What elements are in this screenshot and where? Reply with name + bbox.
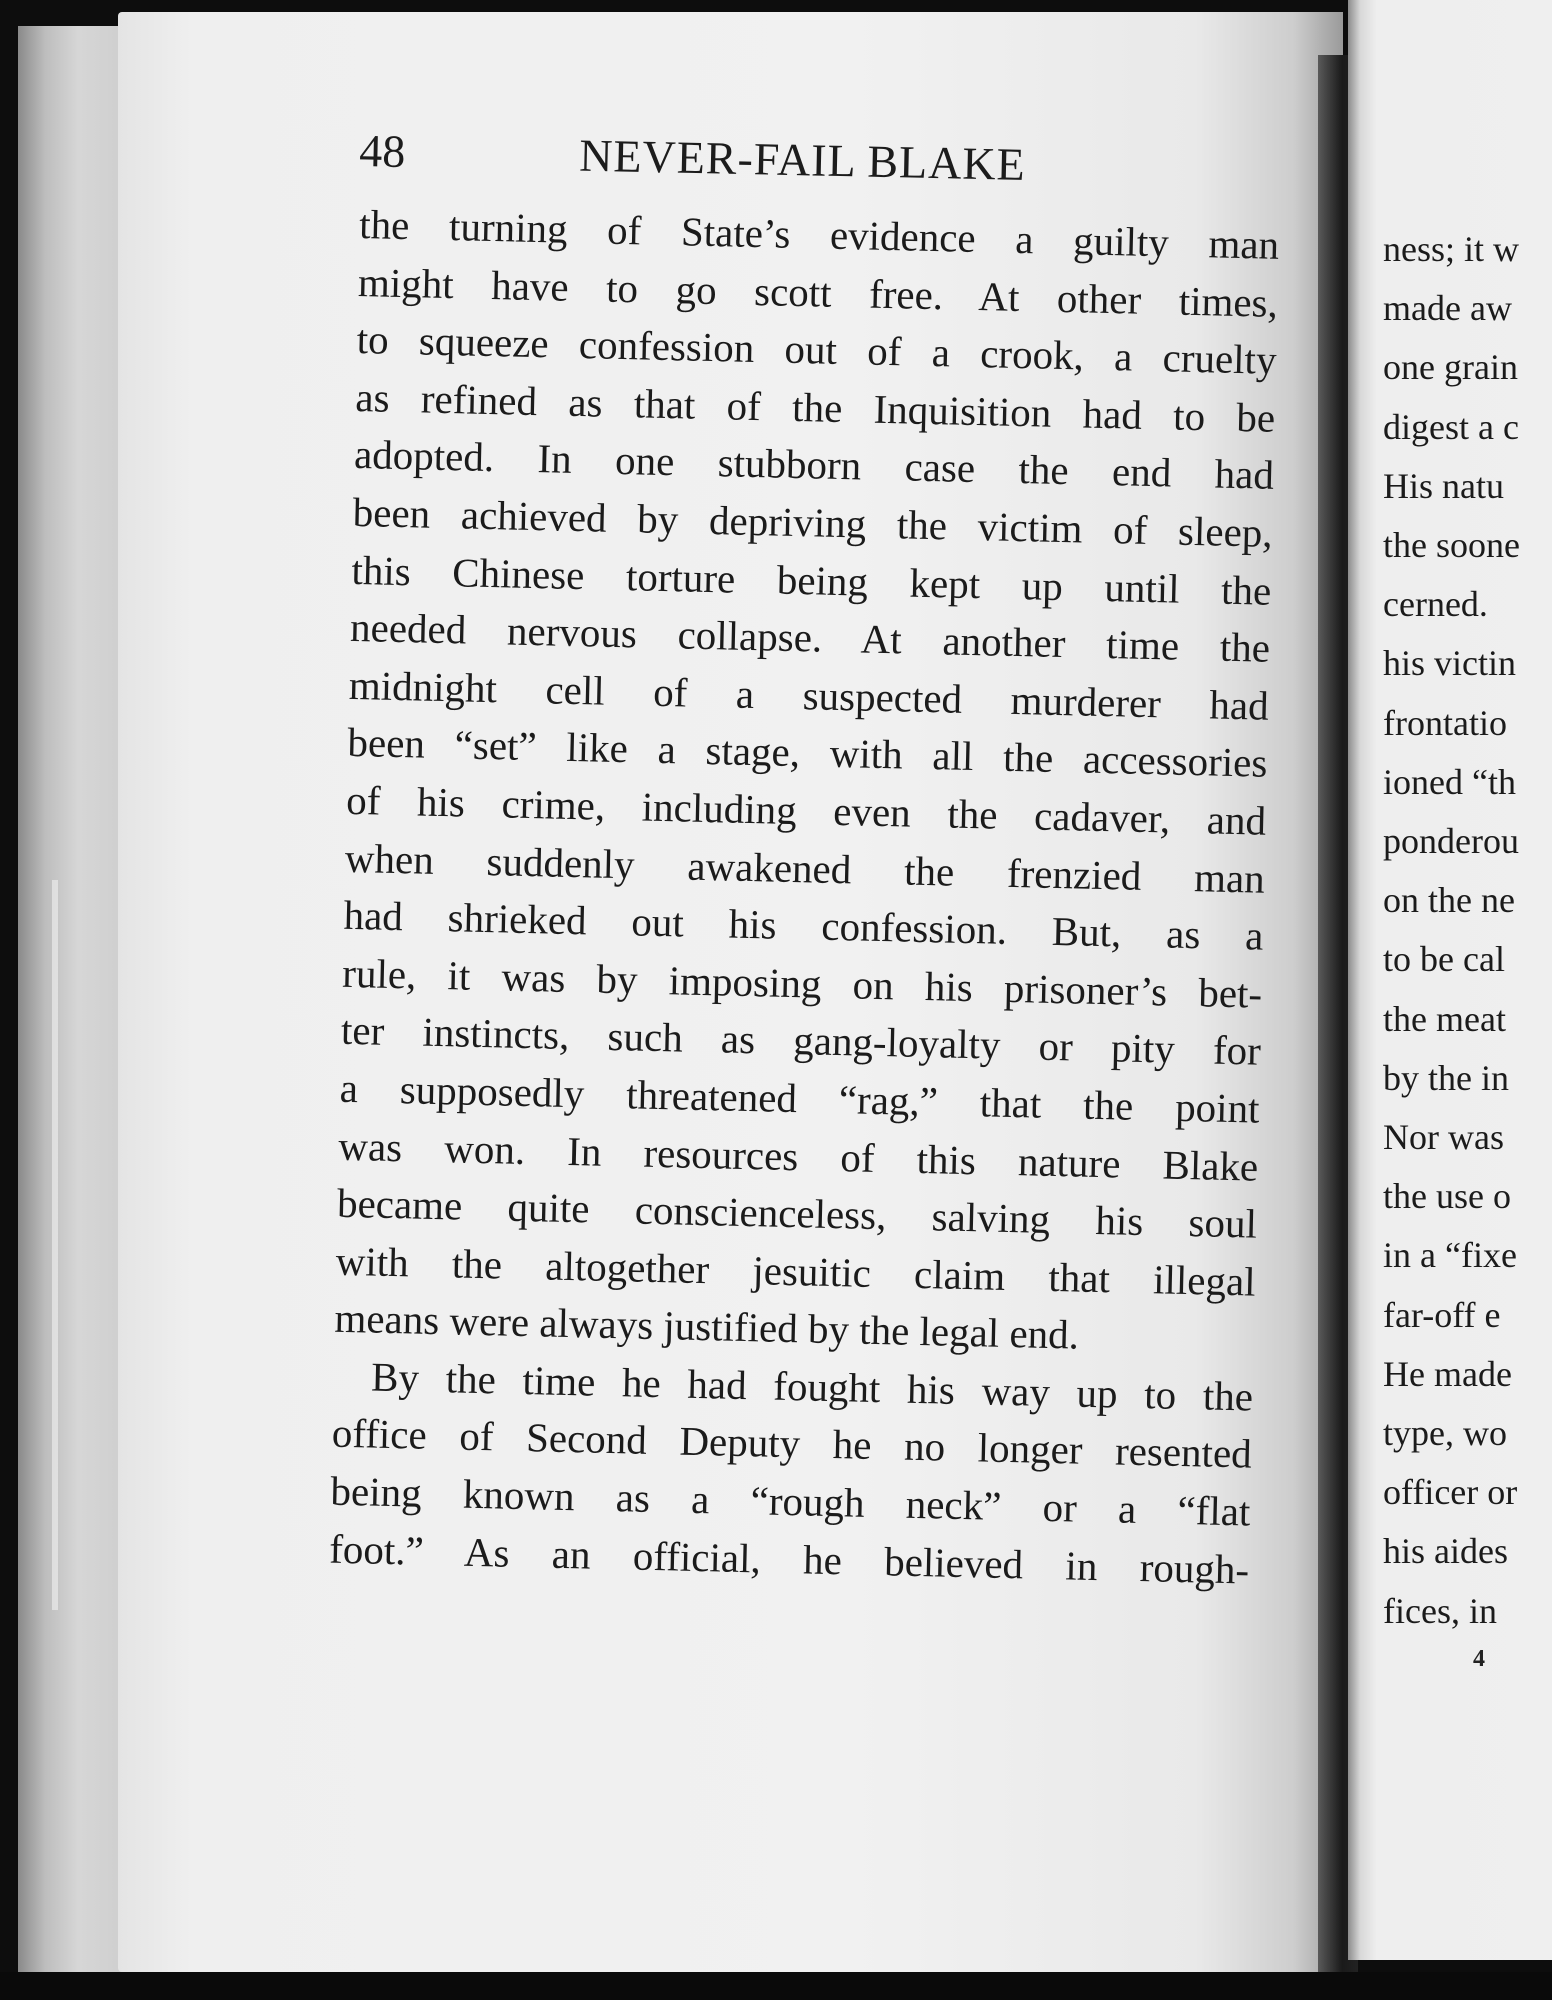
text-line: By the time he had fought his way up to the: [370, 1353, 1254, 1420]
text-line: became quite conscienceless, salving his soul: [336, 1179, 1258, 1247]
text-line: to squeeze confession out of a crook, a cruelty: [356, 316, 1278, 384]
facing-text-line: by the in: [1383, 1057, 1509, 1098]
text-line: been “set” like a stage, with all the accessories: [347, 719, 1268, 787]
text-line: the turning of State’s evidence a guilty man: [358, 200, 1280, 268]
text-line: might have to go scott free. At other times,: [357, 258, 1279, 326]
facing-page-text-clip: [1383, 220, 1552, 1760]
scan-bottom-border: [0, 1972, 1552, 2000]
facing-text-line: type, wo: [1383, 1413, 1507, 1454]
text-line: midnight cell of a suspected murderer had: [348, 661, 1270, 729]
facing-text-line: digest a c: [1383, 406, 1519, 447]
text-line: when suddenly awakened the frenzied man: [344, 834, 1266, 902]
facing-text-line: officer or: [1383, 1472, 1518, 1513]
running-title: NEVER-FAIL BLAKE: [578, 129, 1027, 190]
facing-text-line: in a “fixe: [1383, 1235, 1517, 1276]
text-line: being known as a “rough neck” or a “flat: [330, 1467, 1251, 1535]
facing-text-line: on the ne: [1383, 880, 1515, 921]
text-line: a supposedly threatened “rag,” that the point: [339, 1064, 1261, 1132]
text-line: needed nervous collapse. At another time the: [349, 604, 1271, 671]
text-line: this Chinese torture being kept up until the: [351, 546, 1272, 614]
facing-text-line: far-off e: [1383, 1294, 1501, 1335]
facing-text-line: the meat: [1383, 998, 1506, 1039]
facing-text-line: his victin: [1383, 643, 1516, 684]
text-line: rule, it was by imposing on his prisoner’s bet-: [341, 949, 1263, 1017]
facing-text-line: His natu: [1383, 465, 1504, 506]
facing-text-line: ponderou: [1383, 821, 1519, 862]
text-line: adopted. In one stubborn case the end had: [353, 431, 1275, 499]
facing-text-line: cerned.: [1383, 584, 1488, 625]
text-line: as refined as that of the Inquisition had to be: [354, 373, 1276, 441]
facing-text-line: to be cal: [1383, 939, 1505, 980]
page-body-text: [329, 196, 1280, 1599]
facing-text-line: one grain: [1383, 347, 1518, 388]
text-line: with the altogether jesuitic claim that illegal: [335, 1237, 1257, 1305]
facing-text-line: the use o: [1383, 1176, 1511, 1217]
facing-text-line: fices, in: [1383, 1590, 1497, 1631]
facing-text-line: He made: [1383, 1353, 1512, 1394]
text-line: foot.” As an official, he believed in rough-: [328, 1525, 1250, 1593]
signature-mark: 4: [1473, 1646, 1485, 1672]
facing-text-line: frontatio: [1383, 702, 1507, 743]
text-line: ter instincts, such as gang-loyalty or pity for: [340, 1007, 1262, 1074]
facing-text-line: made aw: [1383, 288, 1512, 329]
page-edge-highlight: [52, 880, 58, 1610]
facing-page-text: [1383, 220, 1520, 1641]
text-line: means were always justified by the legal end.: [334, 1294, 1080, 1358]
facing-text-line: ness; it w: [1383, 229, 1520, 269]
facing-text-line: Nor was: [1383, 1117, 1504, 1158]
page-number: 48: [358, 124, 406, 177]
facing-text-line: his aides: [1383, 1531, 1508, 1572]
text-line: office of Second Deputy he no longer resented: [331, 1410, 1253, 1478]
text-line: of his crime, including even the cadaver, and: [345, 776, 1267, 844]
text-line: been achieved by depriving the victim of sleep,: [352, 488, 1274, 556]
text-line: had shrieked out his confession. But, as a: [343, 891, 1264, 959]
facing-text-line: ioned “th: [1383, 761, 1516, 802]
text-line: was won. In resources of this nature Blake: [337, 1122, 1259, 1190]
facing-text-line: the soone: [1383, 525, 1520, 566]
